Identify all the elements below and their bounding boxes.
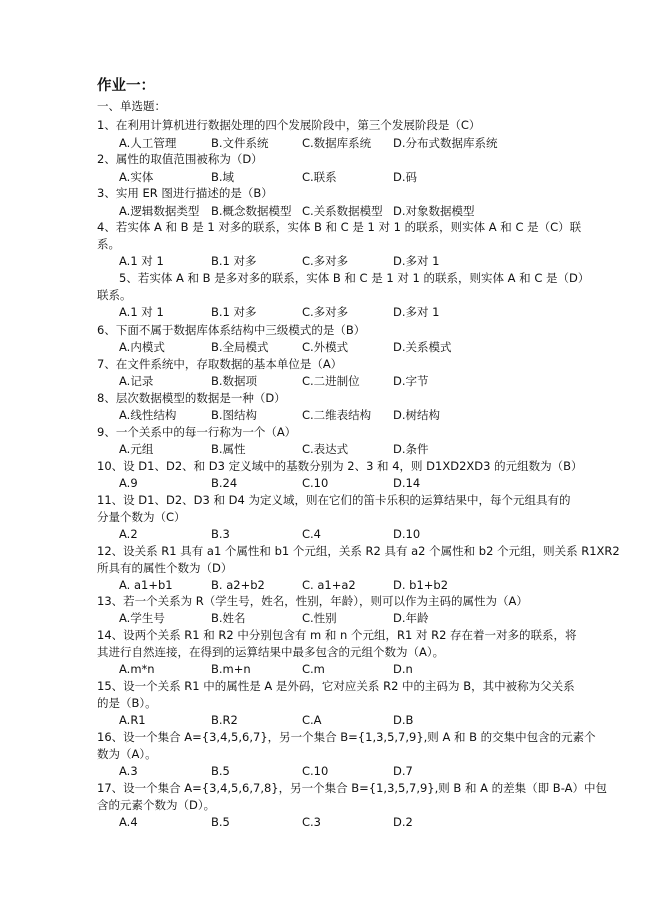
option-c: C.二进制位 xyxy=(302,374,360,388)
option-d: D.多对 1 xyxy=(393,305,440,319)
option-a: A.线性结构 xyxy=(119,408,177,422)
options-row xyxy=(0,441,650,457)
question-text-continuation: 其进行自然连接，在得到的运算结果中最多包含的元组个数为（A）。 xyxy=(97,645,445,659)
question-text: 16、设一个集合 A={3,4,5,6,7}，另一个集合 B={1,3,5,7,9},则 A 和 B 的交集中包含的元素个 xyxy=(97,730,596,744)
question-text: 9、一个关系中的每一行称为一个（A） xyxy=(97,425,297,439)
option-a: A. a1+b1 xyxy=(119,578,173,592)
option-c: C.数据库系统 xyxy=(302,136,372,150)
option-d: D.对象数据模型 xyxy=(393,204,475,218)
question-text-continuation: 联系。 xyxy=(97,288,132,302)
option-b: B.m+n xyxy=(211,662,251,676)
options-row xyxy=(0,373,650,389)
options-row xyxy=(0,763,650,779)
options-row xyxy=(0,135,650,151)
question-text: 4、若实体 A 和 B 是 1 对多的联系，实体 B 和 C 是 1 对 1 的联系，则实体 A 和 C 是（C）联 xyxy=(97,220,582,234)
option-b: B.5 xyxy=(211,815,230,829)
option-c: C.性别 xyxy=(302,611,337,625)
option-b: B.1 对多 xyxy=(211,254,257,268)
option-d: D.n xyxy=(393,662,413,676)
question-text-continuation: 所具有的属性个数为（D） xyxy=(97,561,233,575)
option-d: D.B xyxy=(393,713,414,727)
question-text: 10、设 D1、D2、和 D3 定义域中的基数分别为 2、3 和 4，则 D1XD2XD3 的元组数为（B） xyxy=(97,459,583,473)
question-text: 11、设 D1、D2、D3 和 D4 为定义域，则在它们的笛卡乐积的运算结果中，每个元组具有的 xyxy=(97,493,571,507)
question-text: 8、层次数据模型的数据是一种（D） xyxy=(97,391,286,405)
options-row xyxy=(0,304,650,320)
option-c: C.外模式 xyxy=(302,340,349,354)
question-text: 6、下面不属于数据库体系结构中三级模式的是（B） xyxy=(97,323,366,337)
question-text: 13、若一个关系为 R（学生号，姓名，性别，年龄），则可以作为主码的属性为（A） xyxy=(97,594,528,608)
option-d: D.关系模式 xyxy=(393,340,452,354)
option-c: C.表达式 xyxy=(302,442,349,456)
option-c: C.4 xyxy=(302,527,322,541)
option-c: C.10 xyxy=(302,476,329,490)
option-c: C.3 xyxy=(302,815,322,829)
option-a: A.记录 xyxy=(119,374,154,388)
question-text-continuation: 系。 xyxy=(97,237,120,251)
question-text: 17、设一个集合 A={3,4,5,6,7,8}，另一个集合 B={1,3,5,7,9},则 B 和 A 的差集（即 B-A）中包 xyxy=(97,781,607,795)
option-a: A.实体 xyxy=(119,170,154,184)
option-d: D.14 xyxy=(393,476,421,490)
option-d: D.10 xyxy=(393,527,421,541)
option-a: A.学生号 xyxy=(119,611,165,625)
option-c: C.10 xyxy=(302,764,329,778)
question-text-continuation: 数为（A）。 xyxy=(97,747,157,761)
option-d: D. b1+b2 xyxy=(393,578,449,592)
option-a: A.人工管理 xyxy=(119,136,177,150)
option-d: D.7 xyxy=(393,764,413,778)
option-a: A.9 xyxy=(119,476,138,490)
option-a: A.1 对 1 xyxy=(119,254,164,268)
options-row xyxy=(0,814,650,830)
options-row xyxy=(0,339,650,355)
option-c: C.多对多 xyxy=(302,254,349,268)
option-a: A.元组 xyxy=(119,442,154,456)
option-a: A.R1 xyxy=(119,713,146,727)
options-row xyxy=(0,661,650,677)
option-c: C.联系 xyxy=(302,170,337,184)
option-b: B.24 xyxy=(211,476,238,490)
option-c: C.多对多 xyxy=(302,305,349,319)
option-a: A.2 xyxy=(119,527,138,541)
option-b: B.域 xyxy=(211,170,235,184)
question-text-continuation: 的是（B）。 xyxy=(97,696,157,710)
option-b: B.概念数据模型 xyxy=(211,204,292,218)
question-text-continuation: 含的元素个数为（D）。 xyxy=(97,798,216,812)
option-c: C.二维表结构 xyxy=(302,408,372,422)
option-d: D.字节 xyxy=(393,374,429,388)
option-b: B.数据项 xyxy=(211,374,258,388)
option-d: D.码 xyxy=(393,170,418,184)
section-heading: 一、单选题： xyxy=(97,99,166,113)
option-a: A.1 对 1 xyxy=(119,305,164,319)
option-b: B.R2 xyxy=(211,713,238,727)
option-b: B.5 xyxy=(211,764,230,778)
options-row xyxy=(0,407,650,423)
options-row xyxy=(0,712,650,728)
option-d: D.年龄 xyxy=(393,611,429,625)
option-a: A.4 xyxy=(119,815,138,829)
option-b: B. a2+b2 xyxy=(211,578,265,592)
option-a: A.逻辑数据类型 xyxy=(119,204,200,218)
options-row xyxy=(0,253,650,269)
option-d: D.2 xyxy=(393,815,413,829)
question-text: 14、设两个关系 R1 和 R2 中分别包含有 m 和 n 个元组，R1 对 R2 存在着一对多的联系，将 xyxy=(97,628,577,642)
options-row xyxy=(0,577,650,593)
option-b: B.文件系统 xyxy=(211,136,269,150)
option-a: A.m*n xyxy=(119,662,155,676)
option-d: D.分布式数据库系统 xyxy=(393,136,498,150)
option-b: B.3 xyxy=(211,527,230,541)
option-c: C.关系数据模型 xyxy=(302,204,383,218)
option-d: D.树结构 xyxy=(393,408,441,422)
question-text: 2、属性的取值范围被称为（D） xyxy=(97,152,263,166)
option-b: B.全局模式 xyxy=(211,340,269,354)
homework-title: 作业一： xyxy=(97,78,155,94)
option-b: B.图结构 xyxy=(211,408,258,422)
question-text: 12、设关系 R1 具有 a1 个属性和 b1 个元组，关系 R2 具有 a2 个属性和 b2 个元组，则关系 R1XR2 xyxy=(97,544,620,558)
option-d: D.多对 1 xyxy=(393,254,440,268)
option-b: B.属性 xyxy=(211,442,246,456)
options-row xyxy=(0,526,650,542)
option-c: C.m xyxy=(302,662,325,676)
option-c: C.A xyxy=(302,713,322,727)
option-d: D.条件 xyxy=(393,442,429,456)
option-b: B.姓名 xyxy=(211,611,246,625)
question-text: 5、若实体 A 和 B 是多对多的联系，实体 B 和 C 是 1 对 1 的联系，则实体 A 和 C 是（D） xyxy=(119,271,590,285)
options-row xyxy=(0,169,650,185)
options-row xyxy=(0,610,650,626)
question-text: 3、实用 ER 图进行描述的是（B） xyxy=(97,186,273,200)
option-a: A.3 xyxy=(119,764,138,778)
question-text: 1、在利用计算机进行数据处理的四个发展阶段中，第三个发展阶段是（C） xyxy=(97,118,481,132)
question-text-continuation: 分量个数为（C） xyxy=(97,510,186,524)
options-row xyxy=(0,475,650,491)
option-b: B.1 对多 xyxy=(211,305,257,319)
question-text: 7、在文件系统中，存取数据的基本单位是（A） xyxy=(97,357,343,371)
question-text: 15、设一个关系 R1 中的属性是 A 是外码，它对应关系 R2 中的主码为 B，其中被称为父关系 xyxy=(97,679,575,693)
option-c: C. a1+a2 xyxy=(302,578,356,592)
options-row xyxy=(0,203,650,219)
option-a: A.内模式 xyxy=(119,340,165,354)
